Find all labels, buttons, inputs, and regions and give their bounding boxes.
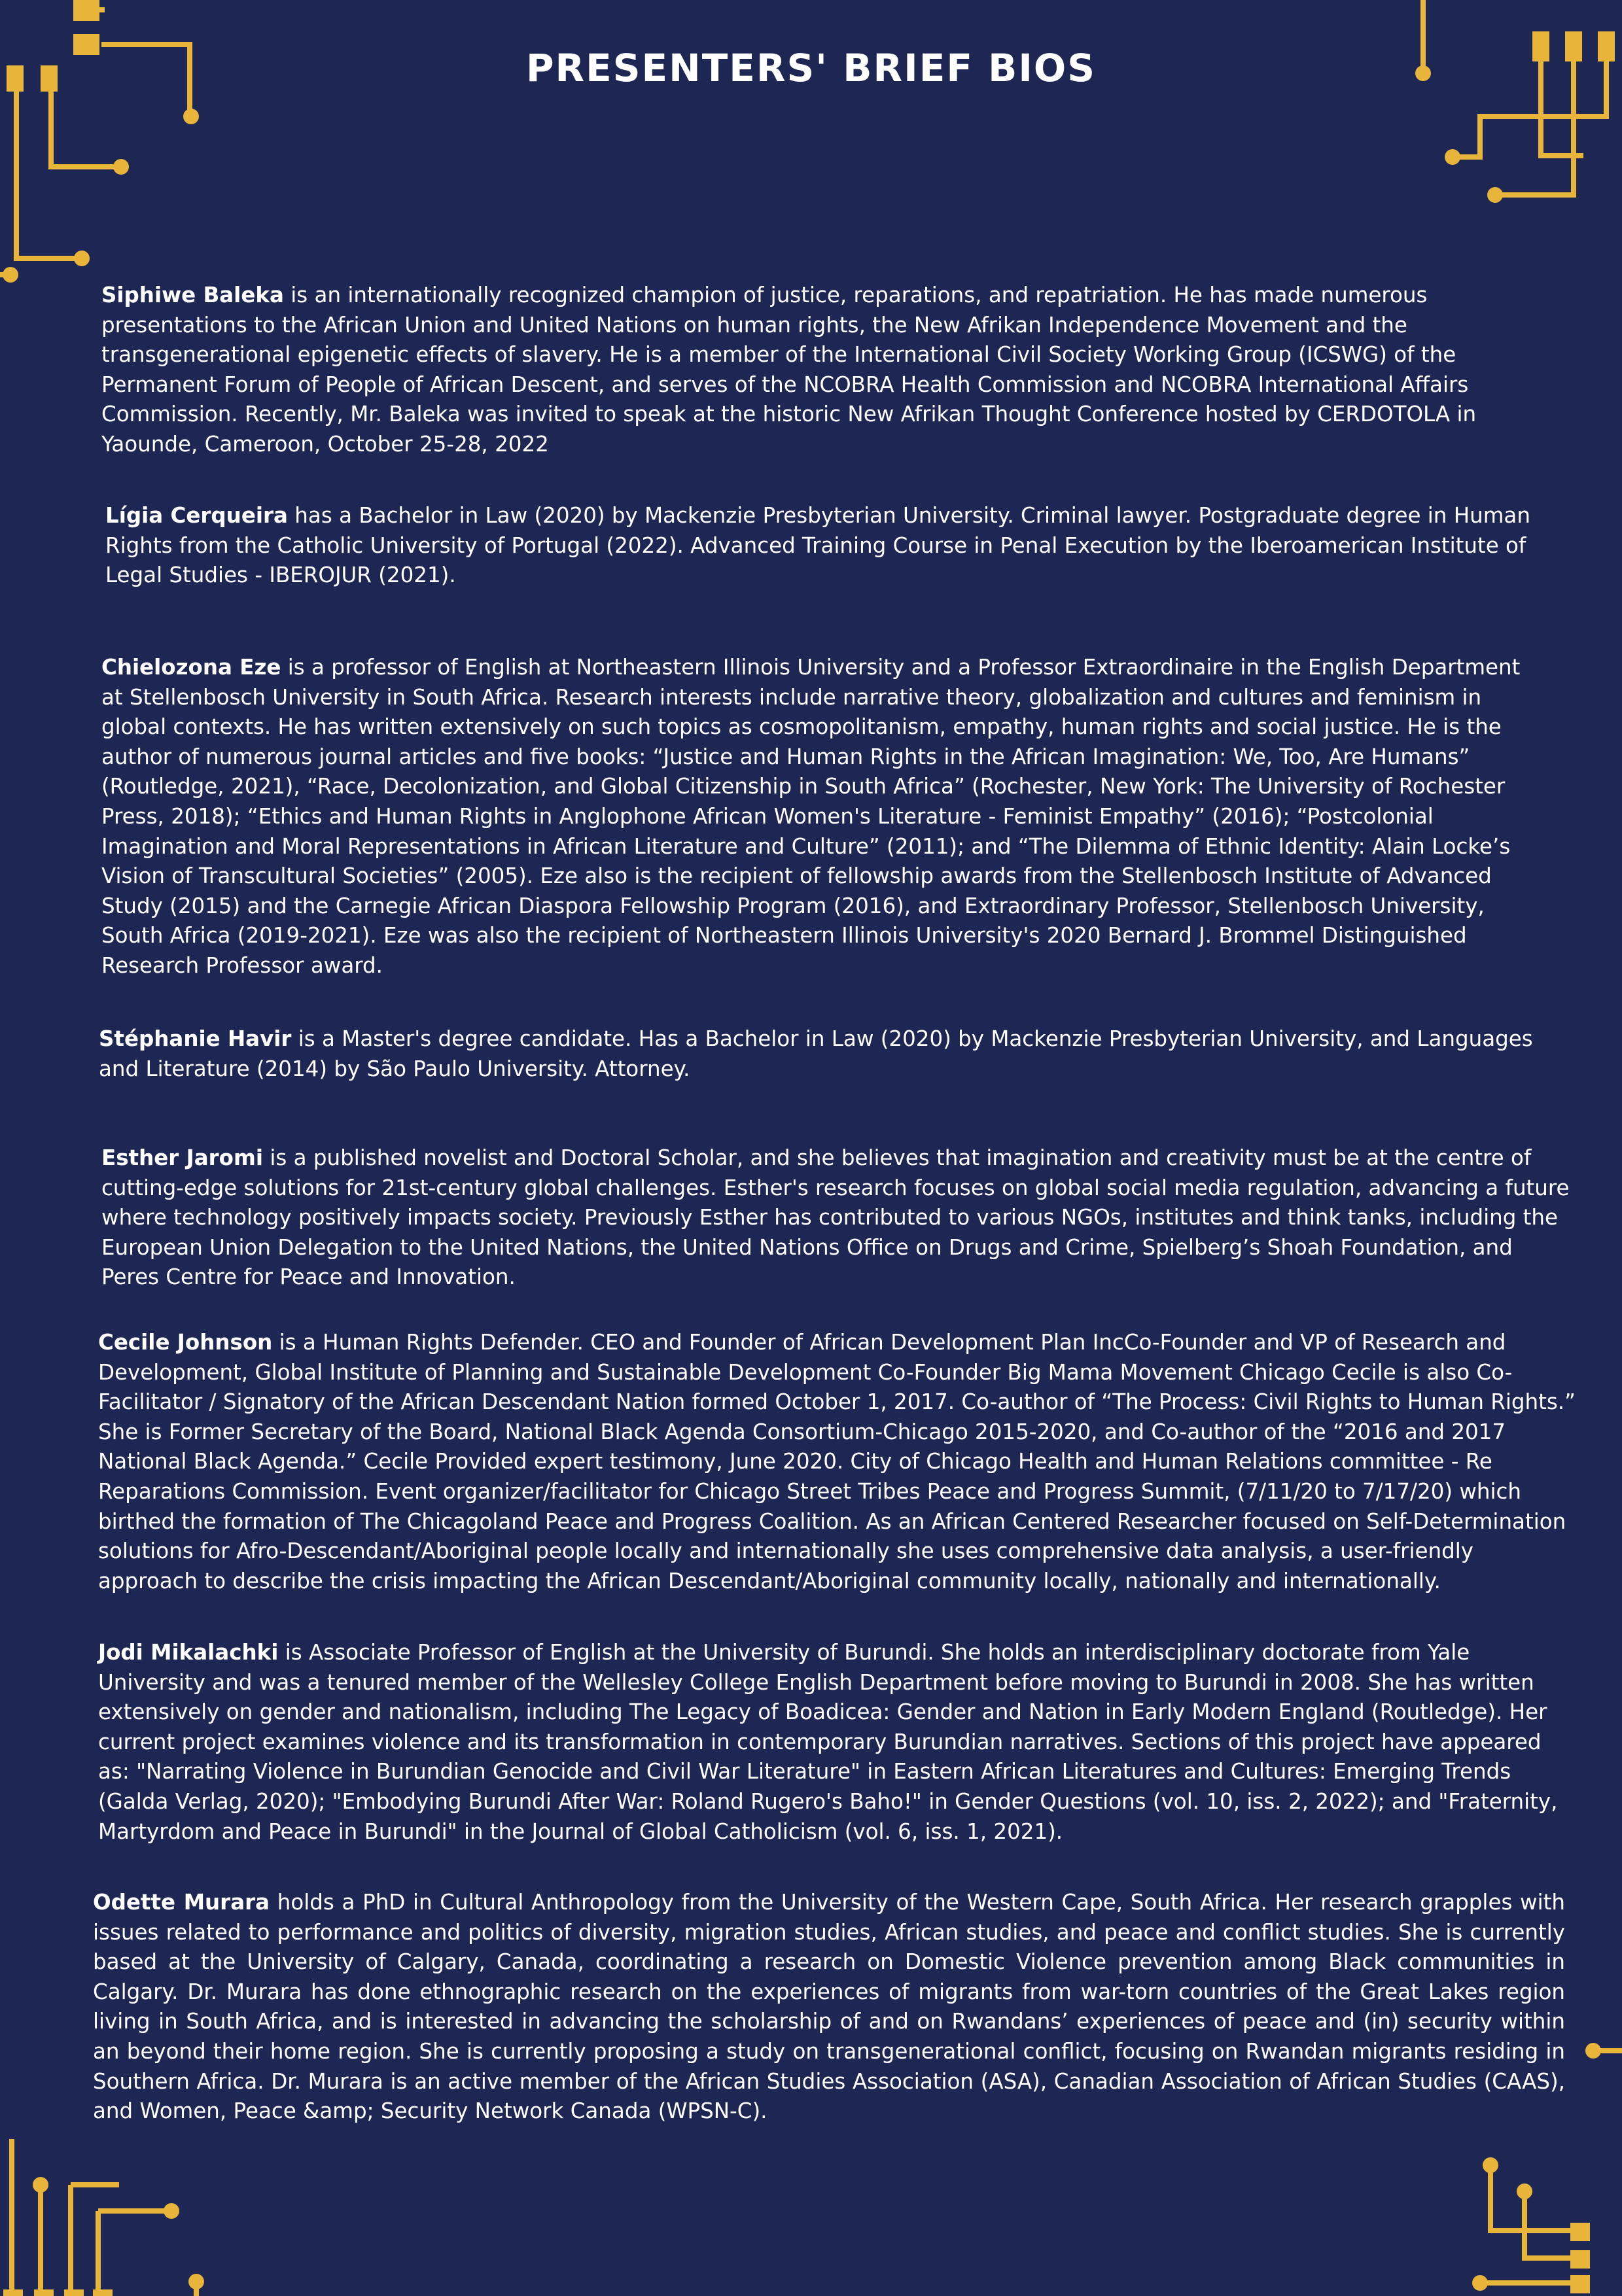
bio-name: Siphiwe Baleka [101,283,284,307]
bio-text: is Associate Professor of English at the University of Burundi. She holds an interdisciplinary doctorate from Yale University and was a tenured member of the Wellesley College English Department before moving to Burundi in 2008. She has written extensively on gender and nationalism, including The Legacy of Boadicea: Gender and Nation in Early Modern England (Routledge). Her current project examines violence and its transformation in contemporary Burundian narratives. Sections of this project have appeared as: "Narrating Violence in Burundian Genocide and Civil War Literature" in Eastern African Literatures and Cultures: Emerging Trends (Galda Verlag, 2020); "Embodying Burundi After War: Roland Rugero's Baho!" in Gender Questions (vol. 10, iss. 2, 2022); and "Fraternity, Martyrdom and Peace in Burundi" in the Journal of Global Catholicism (vol. 6, iss. 1, 2021). [98,1640,1558,1844]
bio-odette-murara [93,1888,1565,2127]
bio-text: has a Bachelor in Law (2020) by Mackenzie Presbyterian University. Criminal lawyer. Postgraduate degree in Human Rights from the Catholic University of Portugal (2022). Advanced Training Course in Penal Execution by the Iberoamerican Institute of Legal Studies - IBEROJUR (2021). [105,503,1530,588]
bio-name: Chielozona Eze [101,655,281,680]
page-title: PRESENTERS' BRIEF BIOS [525,46,1097,90]
bio-esther-jaromi [101,1143,1577,1293]
bio-ligia-cerqueira [105,501,1538,591]
bio-siphiwe-baleka [101,281,1574,460]
bio-text: holds a PhD in Cultural Anthropology from the University of the Western Cape, South Africa. Her research grapples with issues related to performance and politics of diversity, migration studies, African studies, and peace and conflict studies. She is currently based at the University of Calgary, Canada, coordinating a research on Domestic Violence prevention among Black communities in Calgary. Dr. Murara has done ethnographic research on the experiences of migrants from war-torn countries of the Great Lakes region living in South Africa, and is interested in advancing the scholarship of and on Rwandans’ experiences of peace and (in) security within an beyond their home region. She is currently proposing a study on transgenerational conflict, focusing on Rwandan migrants residing in Southern Africa. Dr. Murara is an active member of the African Studies Association (ASA), Canadian Association of African Studies (CAAS), and Women, Peace &amp; Security Network Canada (WPSN-C). [93,1890,1565,2124]
bio-text: is a Master's degree candidate. Has a Bachelor in Law (2020) by Mackenzie Presbyterian University, and Languages and Literature (2014) by São Paulo University. Attorney. [99,1026,1533,1081]
bio-text: is a published novelist and Doctoral Scholar, and she believes that imagination and creativity must be at the centre of cutting-edge solutions for 21st-century global challenges. Esther's research focuses on global social media regulation, advancing a future where technology positively impacts society. Previously Esther has contributed to various NGOs, institutes and think tanks, including the European Union Delegation to the United Nations, the United Nations Office on Drugs and Crime, Spielberg’s Shoah Foundation, and Peres Centre for Peace and Innovation. [101,1145,1570,1290]
bio-name: Esther Jaromi [101,1145,263,1170]
bio-chielozona-eze [101,653,1541,981]
bio-name: Stéphanie Havir [99,1026,292,1051]
bio-cecile-johnson [98,1328,1577,1596]
bio-stephanie-havir [99,1024,1538,1084]
bio-name: Cecile Johnson [98,1330,273,1355]
bio-name: Jodi Mikalachki [98,1640,279,1665]
bio-name: Lígia Cerqueira [105,503,288,528]
bio-text: is a professor of English at Northeastern Illinois University and a Professor Extraordinaire in the English Department at Stellenbosch University in South Africa. Research interests include narrative theory, globalization and cultures and feminism in global contexts. He has written extensively on such topics as cosmopolitanism, empathy, human rights and social justice. He is the author of numerous journal articles and five books: “Justice and Human Rights in the African Imagination: We, Too, Are Humans” (Routledge, 2021), “Race, Decolonization, and Global Citizenship in South Africa” (Rochester, New York: The University of Rochester Press, 2018); “Ethics and Human Rights in Anglophone African Women's Literature - Feminist Empathy” (2016); “Postcolonial Imagination and Moral Representations in African Literature and Culture” (2011); and “The Dilemma of Ethnic Identity: Alain Locke’s Vision of Transcultural Societies” (2005). Eze also is the recipient of fellowship awards from the Stellenbosch Institute of Advanced Study (2015) and the Carnegie African Diaspora Fellowship Program (2016), and Extraordinary Professor, Stellenbosch University, South Africa (2019-2021). Eze was also the recipient of Northeastern Illinois University's 2020 Bernard J. Brommel Distinguished Research Professor award. [101,655,1521,978]
bio-text: is a Human Rights Defender. CEO and Founder of African Development Plan IncCo-Founder and VP of Research and Development, Global Institute of Planning and Sustainable Development Co-Founder Big Mama Movement Chicago Cecile is also Co-Facilitator / Signatory of the African Descendant Nation formed October 1, 2017. Co-author of “The Process: Civil Rights to Human Rights.” She is Former Secretary of the Board, National Black Agenda Consortium-Chicago 2015-2020, and Co-author of the “2016 and 2017 National Black Agenda.” Cecile Provided expert testimony, June 2020. City of Chicago Health and Human Relations committee - Re Reparations Commission. Event organizer/facilitator for Chicago Street Tribes Peace and Progress Summit, (7/11/20 to 7/17/20) which birthed the formation of The Chicagoland Peace and Progress Coalition. As an African Centered Researcher focused on Self-Determination solutions for Afro-Descendant/Aboriginal people locally and internationally she uses comprehensive data analysis, a user-friendly approach to describe the crisis impacting the African Descendant/Aboriginal community locally, nationally and internationally. [98,1330,1576,1593]
bio-text: is an internationally recognized champion of justice, reparations, and repatriation. He has made numerous presentations to the African Union and United Nations on human rights, the New Afrikan Independence Movement and the transgenerational epigenetic effects of slavery. He is a member of the International Civil Society Working Group (ICSWG) of the Permanent Forum of People of African Descent, and serves of the NCOBRA Health Commission and NCOBRA International Affairs Commission. Recently, Mr. Baleka was invited to speak at the historic New Afrikan Thought Conference hosted by CERDOTOLA in Yaounde, Cameroon, October 25-28, 2022 [101,283,1477,457]
bio-jodi-mikalachki [98,1638,1574,1847]
bio-name: Odette Murara [93,1890,270,1915]
